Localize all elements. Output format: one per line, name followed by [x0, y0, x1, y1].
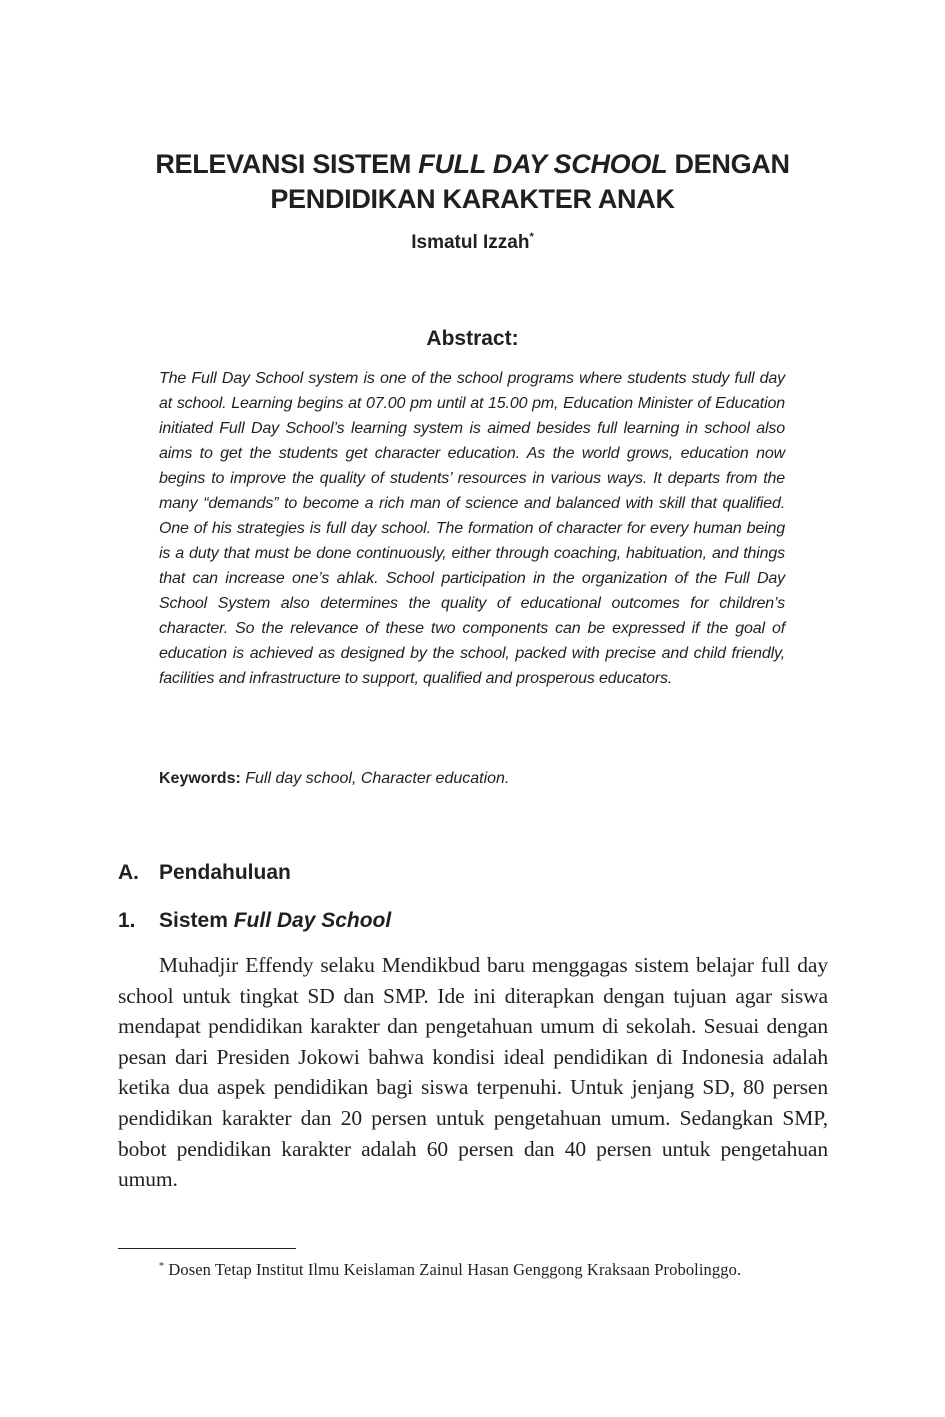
- paper-title: [100, 147, 845, 217]
- footnote: [118, 1258, 828, 1281]
- title-text: DENGAN: [667, 149, 790, 180]
- title-line-1: [100, 147, 845, 182]
- subsection-number: 1.: [118, 909, 136, 932]
- body-paragraph: Muhadjir Effendy selaku Mendikbud baru menggagas sistem belajar full day school untuk tingkat SD dan SMP. Ide ini diterapkan dengan tujuan agar siswa mendapat pendidikan karakter dan pengetahuan umum di sekolah. Sesuai dengan pesan dari Presiden Jokowi bahwa kondisi ideal pendidikan di Indonesia adalah ketika dua aspek pendidikan bagi siswa terpenuhi. Untuk jenjang SD, 80 persen pendidikan karakter dan 20 persen untuk pengetahuan umum. Sedangkan SMP, bobot pendidikan karakter adalah 60 persen dan 40 persen untuk pengetahuan umum.: [118, 953, 828, 1192]
- section-title: Pendahuluan: [159, 861, 291, 884]
- abstract-heading: Abstract:: [426, 327, 519, 350]
- author-footnote-mark: *: [529, 231, 534, 243]
- footnote-mark: *: [159, 1261, 165, 1272]
- title-italic-text: FULL DAY SCHOOL: [418, 149, 668, 180]
- section-heading-a: [118, 859, 828, 887]
- footnote-text: Dosen Tetap Institut Ilmu Keislaman Zainul Hasan Genggong Kraksaan Probolinggo.: [164, 1260, 742, 1279]
- title-line-2: PENDIDIKAN KARAKTER ANAK: [270, 184, 675, 215]
- keywords-value: Full day school, Character education.: [240, 770, 510, 787]
- subsection-title: Sistem: [159, 909, 234, 932]
- footnote-divider: [118, 1248, 296, 1249]
- subsection-title-italic: Full Day School: [233, 909, 392, 932]
- title-text: RELEVANSI SISTEM: [155, 149, 419, 180]
- keywords-line: [159, 766, 785, 791]
- author-line: [0, 231, 945, 255]
- keywords-label: Keywords:: [159, 770, 241, 787]
- abstract-text: The Full Day School system is one of the school programs where students study full day at school. Learning begins at 07.00 pm until at 15.00 pm, Education Minister of Education initiated Full Day School’s learning system is aimed besides full learning in school also aims to get the students get character education. As the world grows, education now begins to improve the quality of students’ resources in various ways. It departs from the many “demands” to become a rich man of science and balanced with skill that qualified. One of his strategies is full day school. The formation of character for every human being is a duty that must be done continuously, either through coaching, habituation, and things that can increase one’s ahlak. School participation in the organization of the Full Day School System also determines the quality of educational outcomes for children’s character. So the relevance of these two components can be expressed if the goal of education is achieved as designed by the school, packed with precise and child friendly, facilities and infrastructure to support, qualified and prosperous educators.: [159, 370, 785, 687]
- author-name: Ismatul Izzah: [411, 232, 530, 253]
- subsection-heading-1: [118, 907, 828, 935]
- section-number: A.: [118, 861, 139, 884]
